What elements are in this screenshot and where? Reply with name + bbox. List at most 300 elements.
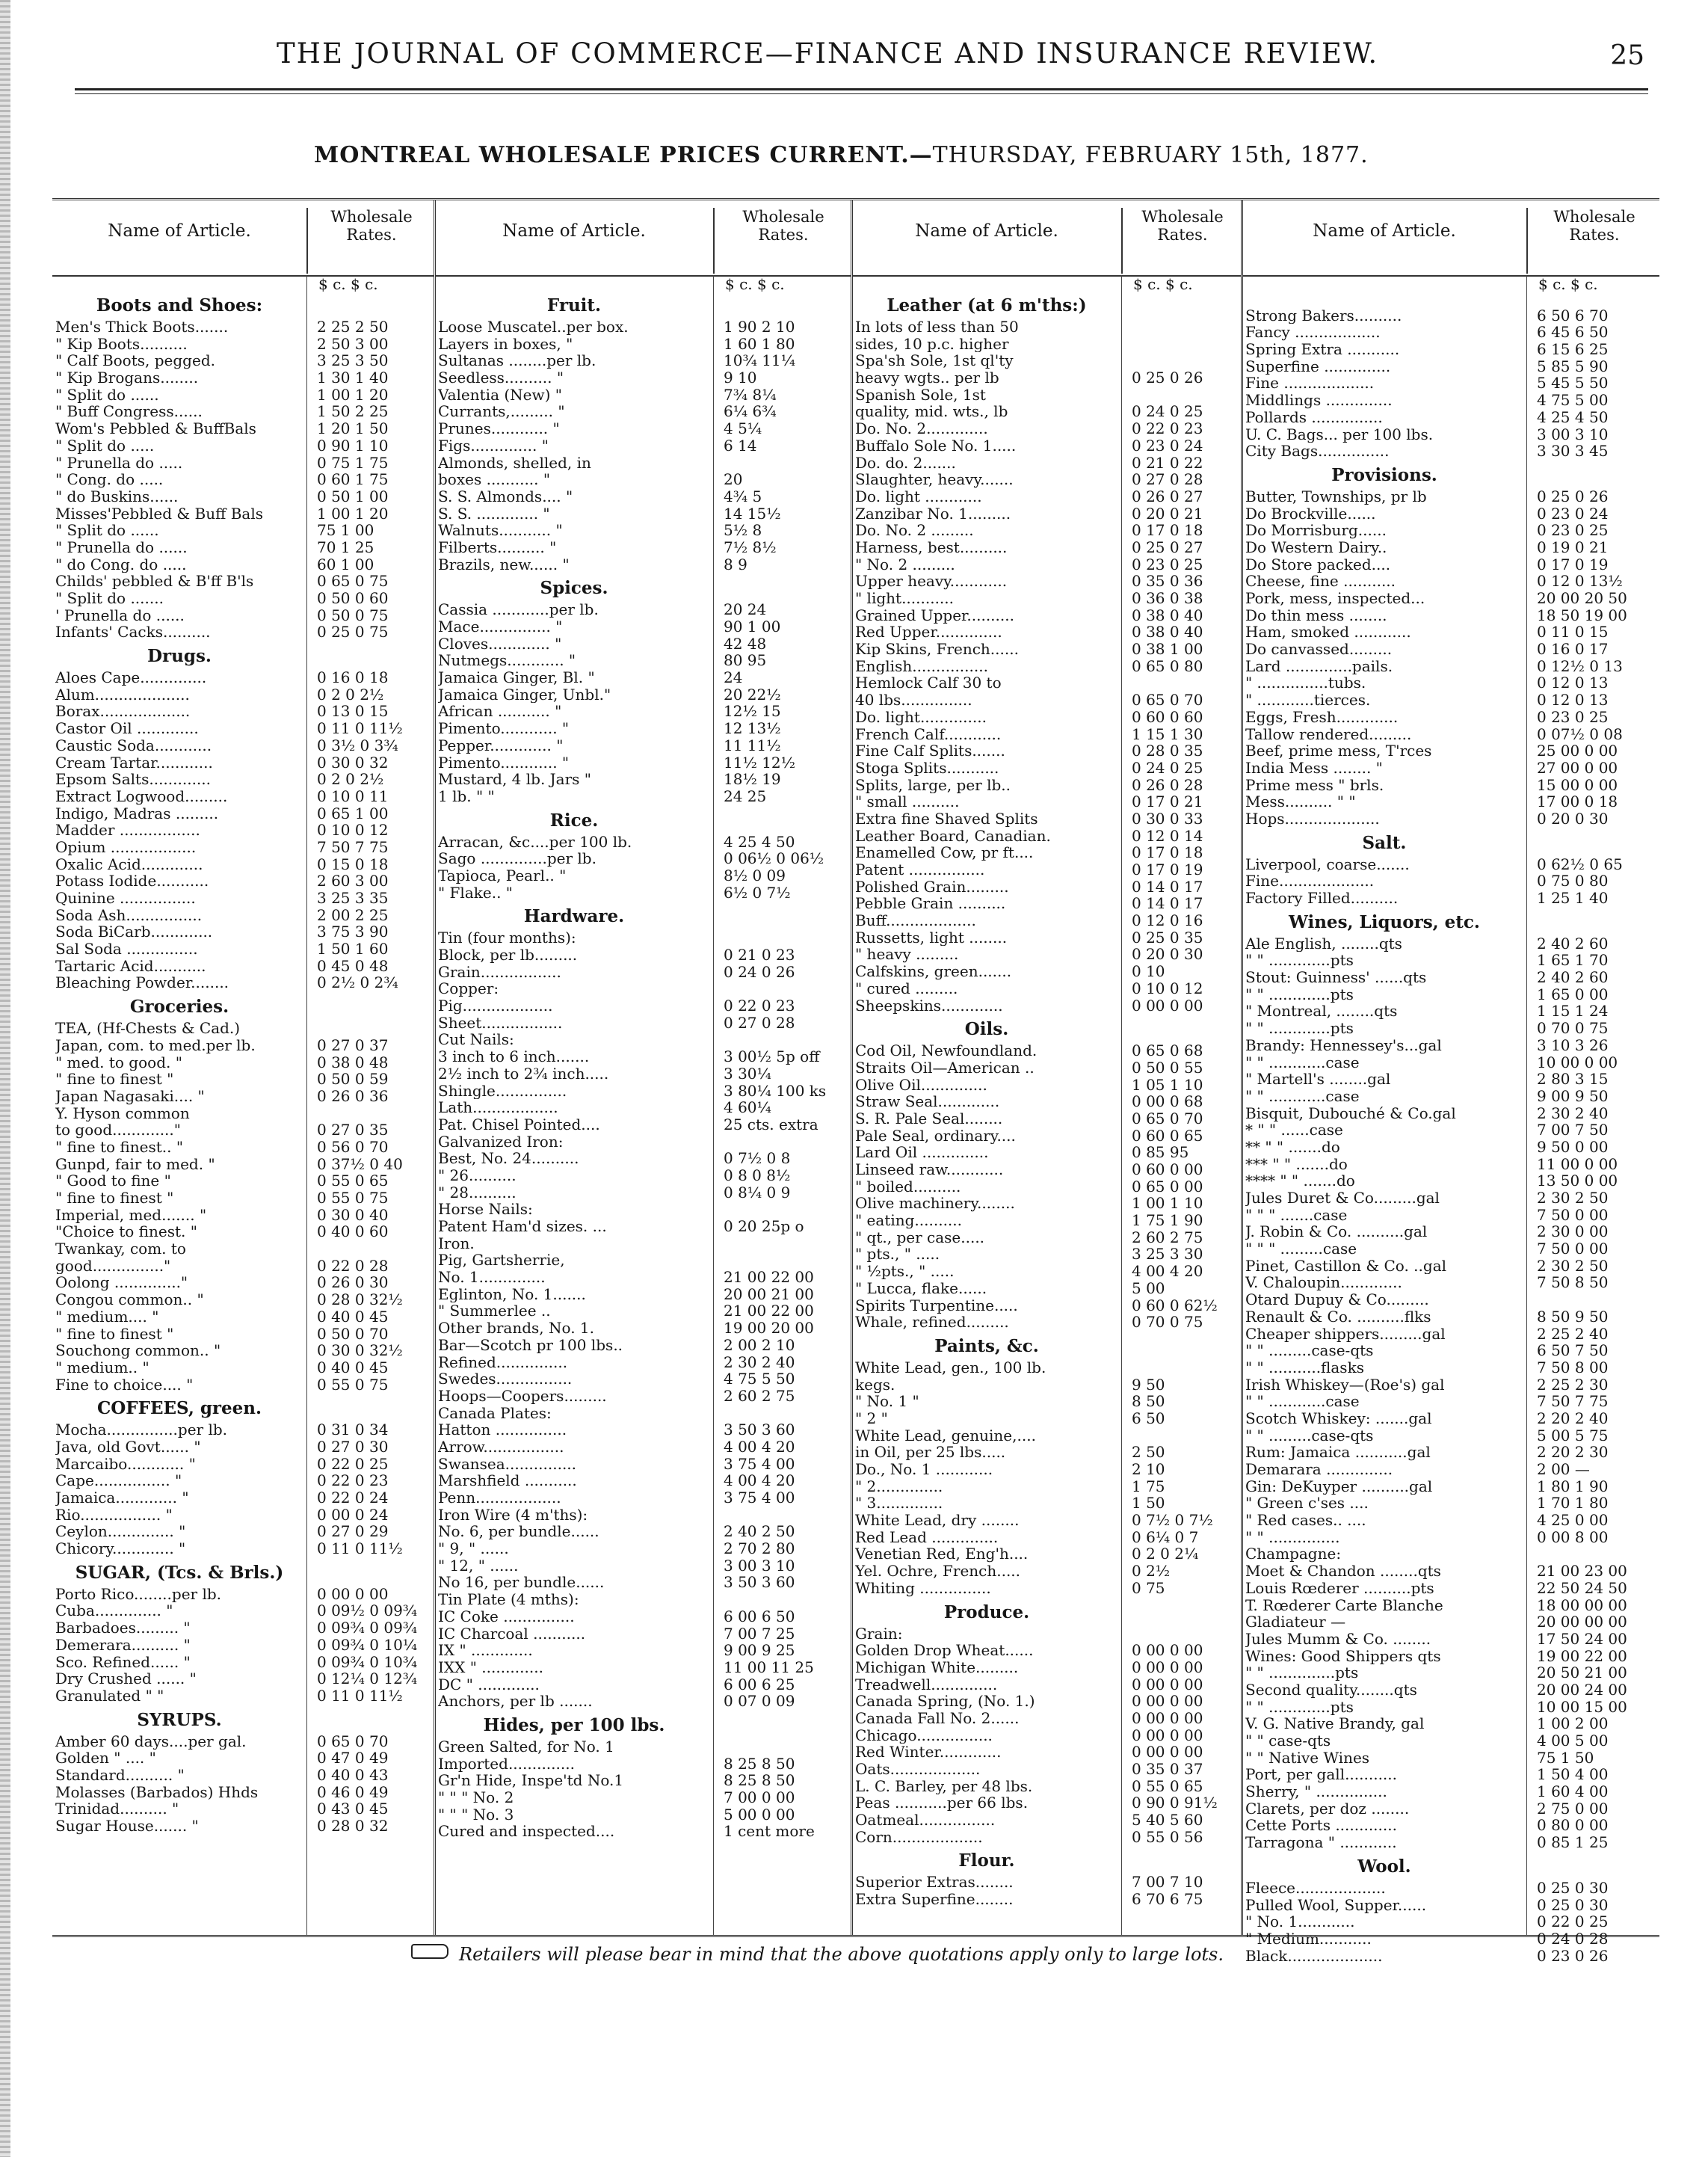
wholesale-rate: 3 00½ 5p off	[724, 1047, 820, 1066]
wholesale-rate: 0 30 0 32	[317, 753, 389, 772]
article-name: " fine to finest.. "	[55, 1138, 184, 1156]
wholesale-rate: 0 17 0 19	[1537, 555, 1609, 573]
wholesale-rate: 4 25 0 00	[1537, 1511, 1609, 1530]
article-name: " " ............case	[1245, 1053, 1360, 1071]
price-row	[435, 720, 851, 737]
wholesale-rate: 2 40 2 60	[1537, 968, 1609, 987]
price-row	[435, 319, 851, 336]
wholesale-rate: 0 24 0 26	[724, 962, 795, 981]
price-row	[852, 607, 1241, 624]
price-row	[852, 793, 1241, 810]
wholesale-rate: 2 30 2 40	[1537, 1104, 1609, 1122]
price-row	[435, 437, 851, 455]
article-name: Fine to choice.... "	[55, 1376, 194, 1394]
article-name: Ham, smoked ............	[1245, 624, 1411, 641]
price-row	[52, 754, 434, 772]
wholesale-rate: 42 48	[724, 634, 767, 653]
article-name: Java, old Govt...... "	[55, 1438, 201, 1456]
article-name: " " case-qts	[1245, 1732, 1331, 1750]
article-name: " Summerlee ..	[438, 1302, 551, 1320]
wholesale-rate: 0 10 0 12	[1132, 979, 1203, 997]
price-row	[52, 805, 434, 822]
price-row	[1242, 856, 1659, 873]
price-row	[1242, 1648, 1659, 1665]
wholesale-rate: 3 50 3 60	[724, 1421, 795, 1439]
wholesale-rate: 18 50 19 00	[1537, 606, 1627, 624]
wholesale-rate: 6 14	[724, 436, 757, 455]
price-row	[52, 686, 434, 704]
price-row	[1242, 1258, 1659, 1275]
price-row	[435, 455, 851, 472]
wholesale-rate: 4 00 4 20	[724, 1471, 795, 1490]
price-row	[52, 352, 434, 369]
price-row	[435, 997, 851, 1015]
article-name: Cured and inspected....	[438, 1823, 615, 1841]
wholesale-rate: 6 00 6 50	[724, 1607, 795, 1625]
article-name: Pollards ...............	[1245, 408, 1383, 426]
wholesale-rate: 1 25 1 40	[1537, 889, 1609, 907]
wholesale-rate: 0 50 0 55	[1132, 1058, 1203, 1077]
article-name: " Medium...........	[1245, 1930, 1372, 1948]
article-name: Pig...................	[438, 997, 553, 1015]
price-row	[1242, 890, 1659, 907]
wholesale-rate: 25 cts. extra	[724, 1115, 818, 1133]
wholesale-rate: 8 25 8 50	[724, 1754, 795, 1773]
wholesale-rate: 0 20 0 21	[1132, 504, 1203, 523]
wholesale-rate: 0 17 0 21	[1132, 793, 1203, 811]
price-row	[1242, 952, 1659, 969]
article-name: Superior Extras........	[855, 1874, 1014, 1892]
wholesale-rate: 8 25 8 50	[724, 1771, 795, 1790]
wholesale-rate: 0 65 0 80	[1132, 656, 1203, 675]
price-row	[52, 1818, 434, 1835]
wholesale-rate: 10 00 15 00	[1537, 1697, 1627, 1716]
wholesale-rate: 9 00 9 25	[724, 1641, 795, 1660]
price-row	[852, 1563, 1241, 1580]
price-row	[1242, 1834, 1659, 1851]
article-name: IC Charcoal ...........	[438, 1625, 586, 1643]
price-row	[435, 369, 851, 387]
article-name: Do Store packed....	[1245, 556, 1391, 573]
price-row	[435, 1823, 851, 1840]
article-name: Oats...................	[855, 1761, 981, 1778]
wholesale-rate: 0 24 0 28	[1537, 1929, 1609, 1948]
wholesale-rate: 1 50 4 00	[1537, 1765, 1609, 1784]
wholesale-rate: 0 38 0 48	[317, 1053, 389, 1071]
article-name: Dry Crushed ...... "	[55, 1670, 197, 1687]
article-name: Currants,......... "	[438, 403, 565, 421]
price-row	[852, 336, 1241, 353]
price-list-heading: MONTREAL WHOLESALE PRICES CURRENT.—	[314, 142, 933, 168]
article-name: V. Chaloupin.............	[1245, 1274, 1402, 1292]
article-name: Do. do. 2.......	[855, 454, 956, 472]
wholesale-rate: 3 80¼ 100 ks	[724, 1081, 827, 1100]
wholesale-rate: 0 24 0 25	[1132, 758, 1203, 777]
wholesale-rate: 2 40 2 60	[1537, 934, 1609, 953]
article-name: Marcaibo............ "	[55, 1455, 196, 1473]
price-row	[435, 1320, 851, 1337]
price-row	[852, 1161, 1241, 1178]
article-name: " heavy .........	[855, 946, 959, 964]
article-name: Indigo, Madras .........	[55, 804, 219, 822]
article-name: " ............tierces.	[1245, 692, 1371, 709]
article-name: Red Upper..............	[855, 624, 1002, 641]
price-row	[1242, 986, 1659, 1003]
price-row	[435, 652, 851, 669]
wholesale-rate: 1 75 1 90	[1132, 1211, 1203, 1230]
wholesale-rate: 0 37½ 0 40	[317, 1154, 403, 1173]
price-row	[852, 1314, 1241, 1331]
article-name: Tallow rendered.........	[1245, 725, 1412, 743]
section-heading: Salt.	[1362, 832, 1407, 853]
article-name: Tapioca, Pearl.. "	[438, 867, 567, 884]
wholesale-rate: 0 50 0 75	[317, 606, 389, 624]
price-row	[52, 958, 434, 975]
article-name: Wines: Good Shippers qts	[1245, 1647, 1441, 1665]
price-row	[52, 607, 434, 624]
price-row	[435, 980, 851, 997]
price-row	[435, 1252, 851, 1269]
wholesale-rate: 0 65 0 70	[317, 1732, 389, 1750]
article-name: White Lead, dry ........	[855, 1512, 1020, 1529]
article-name: Prunes............ "	[438, 420, 560, 437]
column-header	[52, 200, 434, 277]
wholesale-rate: 0 00 0 00	[1132, 1743, 1203, 1761]
price-row	[435, 834, 851, 851]
wholesale-rate: 2 30 2 40	[724, 1353, 795, 1371]
article-name: Do Morrisburg......	[1245, 522, 1387, 539]
article-name: " No. 1............	[1245, 1913, 1355, 1930]
article-name: Whale, refined.........	[855, 1314, 1009, 1331]
name-of-article-header: Name of Article.	[915, 221, 1058, 241]
article-name: Valentia (New) "	[438, 386, 562, 404]
price-row	[52, 822, 434, 839]
wholesale-rate: 0 40 0 43	[317, 1765, 389, 1784]
wholesale-rate: 1 05 1 10	[1132, 1075, 1203, 1094]
column-header	[1242, 200, 1659, 277]
price-row	[852, 709, 1241, 726]
wholesale-rates-header: Wholesale Rates.	[713, 208, 852, 274]
section-heading: Produce.	[943, 1601, 1030, 1622]
article-name: Red Winter.............	[855, 1744, 1002, 1761]
price-row	[852, 1874, 1241, 1891]
price-row	[1242, 505, 1659, 523]
price-row	[1242, 1529, 1659, 1546]
article-name: Ceylon.............. "	[55, 1523, 186, 1541]
article-name: Layers in boxes, "	[438, 335, 573, 353]
article-name: **** " " .......do	[1245, 1172, 1355, 1190]
wholesale-rate: 7 50 8 00	[1537, 1358, 1609, 1376]
article-name: " " ..............pts	[1245, 1664, 1359, 1681]
wholesale-rate: 21 00 22 00	[724, 1302, 814, 1320]
article-name: Filberts.......... "	[438, 538, 557, 556]
article-name: Yel. Ochre, French.....	[855, 1563, 1021, 1580]
article-name: Hatton ...............	[438, 1421, 567, 1438]
article-name: Madder .................	[55, 822, 200, 839]
wholesale-rate: 0 16 0 18	[317, 668, 389, 687]
price-row	[52, 539, 434, 556]
price-row	[435, 1269, 851, 1286]
price-row	[852, 1444, 1241, 1461]
price-row	[1242, 935, 1659, 953]
wholesale-rate: 0 22 0 25	[317, 1454, 389, 1473]
article-name: Demarara ..............	[1245, 1461, 1393, 1478]
price-row	[1242, 969, 1659, 986]
article-name: Fine Calf Splits.......	[855, 742, 1005, 760]
article-name: " Prunella do .....	[55, 454, 183, 472]
article-name: Polished Grain.........	[855, 878, 1009, 896]
article-name: Spa'sh Sole, 1st ql'ty	[855, 352, 1014, 370]
wholesale-rate: 0 43 0 45	[317, 1800, 389, 1818]
article-name: Sal Soda ...............	[55, 941, 198, 958]
price-row	[52, 455, 434, 472]
article-name: " Kip Boots..........	[55, 335, 188, 353]
price-row	[1242, 1750, 1659, 1767]
pointing-hand-icon	[411, 1944, 448, 1959]
wholesale-rate: 0 00 0 00	[1132, 1658, 1203, 1676]
article-name: Brazils, new...... "	[438, 556, 570, 573]
wholesale-rate: 0 75 1 75	[317, 453, 389, 472]
price-row	[1242, 760, 1659, 777]
price-row	[435, 1015, 851, 1032]
article-name: Sago ..............per lb.	[438, 850, 596, 867]
price-row	[852, 1127, 1241, 1145]
article-name: Port, per gall...........	[1245, 1766, 1398, 1784]
price-row	[852, 1359, 1241, 1376]
wholesale-rate: 0 26 0 27	[1132, 487, 1203, 505]
article-name: Tin Plate (4 mths):	[438, 1591, 579, 1608]
article-name: Do. No. 2 .........	[855, 522, 974, 539]
price-row	[1242, 1783, 1659, 1800]
price-row	[852, 1778, 1241, 1795]
price-row	[1242, 1597, 1659, 1614]
wholesale-rate: 3 00 3 10	[724, 1556, 795, 1575]
price-row	[852, 1093, 1241, 1110]
price-column-1	[52, 200, 436, 1935]
price-column-2	[435, 200, 853, 1935]
wholesale-rate: 0 27 0 28	[1132, 470, 1203, 489]
wholesale-rate: 0 11 0 15	[1537, 623, 1609, 641]
article-name: Infants' Cacks..........	[55, 624, 211, 641]
price-row	[52, 1223, 434, 1240]
price-row	[852, 1195, 1241, 1212]
article-name: Irish Whiskey—(Roe's) gal	[1245, 1376, 1445, 1394]
wholesale-rate: 2 00 2 10	[724, 1335, 795, 1354]
wholesale-rate: 0 00 0 00	[1132, 1692, 1203, 1711]
price-row	[1242, 1190, 1659, 1207]
article-name: Superfine ..............	[1245, 357, 1391, 375]
wholesale-rate: 3 10 3 26	[1537, 1036, 1609, 1054]
price-row	[1242, 1800, 1659, 1818]
wholesale-rate: 8½ 0 09	[724, 866, 786, 884]
wholesale-rate: 0 13 0 15	[317, 702, 389, 721]
wholesale-rate: 0 25 0 35	[1132, 928, 1203, 947]
price-row	[852, 1077, 1241, 1094]
article-name: Grained Upper..........	[855, 606, 1014, 624]
article-name: sides, 10 p.c. higher	[855, 335, 1009, 353]
price-row	[435, 867, 851, 884]
price-row	[435, 1456, 851, 1473]
price-row	[435, 1167, 851, 1184]
wholesale-rate: 0 50 0 59	[317, 1070, 389, 1089]
wholesale-rate: 1 70 1 80	[1537, 1494, 1609, 1513]
price-row	[1242, 307, 1659, 324]
wholesale-rate: 1 65 1 70	[1537, 951, 1609, 970]
wholesale-rate: 7 00 7 25	[724, 1624, 795, 1643]
price-row	[1242, 1308, 1659, 1326]
wholesale-rate: 20 00 20 50	[1537, 589, 1627, 607]
wholesale-rate: 2 00 2 25	[317, 905, 389, 924]
section-heading: Hardware.	[523, 906, 625, 927]
wholesale-rate: 1 50	[1132, 1494, 1165, 1513]
price-row	[1242, 573, 1659, 590]
wholesale-rate: 0 22 0 28	[317, 1256, 389, 1275]
article-name: Canada Spring, (No. 1.)	[855, 1693, 1035, 1710]
article-name: Pork, mess, inspected...	[1245, 590, 1425, 607]
price-row	[435, 1591, 851, 1608]
wholesale-rate: 0 2 0 2¼	[1132, 1545, 1199, 1563]
price-row	[852, 1178, 1241, 1196]
article-name: Kip Skins, French......	[855, 641, 1019, 658]
page-number: 25	[1610, 40, 1644, 71]
article-name: Do., No. 1 ............	[855, 1461, 993, 1478]
price-row	[1242, 1003, 1659, 1020]
article-name: 1 lb. " "	[438, 787, 495, 805]
wholesale-rate: 21 00 22 00	[724, 1268, 814, 1287]
article-name: Marshfield ...........	[438, 1472, 577, 1490]
article-name: " Green c'ses ....	[1245, 1495, 1369, 1513]
wholesale-rate: 2 25 2 30	[1537, 1375, 1609, 1394]
price-row	[52, 1800, 434, 1818]
price-row	[52, 1054, 434, 1071]
price-row	[435, 1608, 851, 1625]
wholesale-rate: 5 00 5 75	[1537, 1426, 1609, 1444]
price-row	[52, 403, 434, 420]
wholesale-rate: 7 50 7 75	[317, 837, 389, 856]
article-name: " " " No. 2	[438, 1789, 514, 1806]
article-name: Arracan, &c....per 100 lb.	[438, 833, 632, 851]
wholesale-rate: 2 60 2 75	[724, 1386, 795, 1405]
article-name: " " " No. 3	[438, 1806, 514, 1824]
article-name: Iron Wire (4 m'ths):	[438, 1506, 588, 1524]
price-row	[52, 788, 434, 805]
price-row	[435, 1438, 851, 1456]
article-name: Soda Ash................	[55, 906, 203, 924]
price-row	[52, 873, 434, 890]
price-row	[52, 839, 434, 856]
dollar-cent-header: $ c. $ c.	[1133, 275, 1193, 293]
wholesale-rate: 1 15 1 30	[1132, 724, 1203, 743]
article-name: " eating..........	[855, 1212, 963, 1229]
price-row	[435, 1286, 851, 1303]
wholesale-rate: 4¾ 5	[724, 487, 762, 505]
price-row	[852, 1376, 1241, 1394]
article-name: IX " .............	[438, 1642, 533, 1659]
article-name: " cured .........	[855, 979, 958, 997]
price-row	[852, 1580, 1241, 1597]
article-name: Extract Logwood.........	[55, 787, 228, 805]
price-row	[852, 1212, 1241, 1229]
article-name: Patent ................	[855, 861, 985, 879]
price-row	[52, 387, 434, 404]
price-row	[1242, 1291, 1659, 1308]
wholesale-rate: 0 23 0 25	[1537, 521, 1609, 540]
price-row	[435, 1116, 851, 1133]
price-row	[52, 1750, 434, 1767]
article-name: Grain.................	[438, 963, 561, 981]
price-row	[435, 1772, 851, 1789]
price-row	[1242, 1427, 1659, 1444]
scanned-page-edge	[0, 0, 10, 2157]
article-name: " 9, " ......	[438, 1540, 509, 1557]
wholesale-rate: 0 12 0 13½	[1537, 572, 1623, 591]
wholesale-rate: 0 6¼ 0 7	[1132, 1527, 1199, 1546]
article-name: " ½pts., " .....	[855, 1263, 955, 1280]
wholesale-rate: 0 14 0 17	[1132, 894, 1203, 913]
price-row	[435, 1031, 851, 1048]
price-row	[435, 703, 851, 720]
article-name: Red Lead ..............	[855, 1528, 999, 1546]
article-name: Bisquit, Dubouché & Co.gal	[1245, 1104, 1456, 1122]
article-name: Misses'Pebbled & Buff Bals	[55, 505, 263, 523]
article-name: Copper:	[438, 980, 499, 998]
article-name: Spanish Sole, 1st	[855, 386, 986, 404]
price-row	[52, 505, 434, 523]
article-name: Oatmeal................	[855, 1812, 996, 1829]
article-name: White Lead, gen., 100 lb.	[855, 1358, 1046, 1376]
article-name: " Montreal, ........qts	[1245, 1003, 1398, 1021]
price-row	[1242, 1223, 1659, 1240]
wholesale-rate: 0 50 1 00	[317, 487, 389, 505]
wholesale-rate: 7 50 0 00	[1537, 1240, 1609, 1258]
article-name: Upper heavy............	[855, 573, 1008, 591]
article-name: Mustard, 4 lb. Jars "	[438, 771, 591, 788]
price-row	[1242, 1913, 1659, 1930]
wholesale-rate: 25 00 0 00	[1537, 742, 1618, 760]
article-name: Cassia ............per lb.	[438, 601, 599, 619]
wholesale-rate: 0 16 0 17	[1537, 640, 1609, 659]
wholesale-rate: 0 7½ 0 8	[724, 1149, 791, 1168]
price-row	[852, 1710, 1241, 1727]
article-name: heavy wgts.. per lb	[855, 369, 999, 387]
article-name: Twankay, com. to	[55, 1240, 186, 1258]
price-row	[852, 861, 1241, 879]
article-name: Quinine ................	[55, 890, 196, 907]
article-name: Spring Extra ...........	[1245, 341, 1400, 358]
article-name: Do. light..............	[855, 708, 987, 726]
wholesale-rate: 0 25 0 27	[1132, 538, 1203, 556]
wholesale-rate: 7 00 0 00	[724, 1788, 795, 1806]
wholesale-rate: 0 70 0 75	[1132, 1313, 1203, 1332]
article-name: " medium.. "	[55, 1358, 149, 1376]
wholesale-rate: 0 12½ 0 13	[1537, 656, 1623, 675]
wholesale-rate: 0 10 0 12	[317, 821, 389, 840]
wholesale-rate: 0 09½ 0 09¾	[317, 1601, 418, 1620]
article-name: Straits Oil—American ..	[855, 1059, 1035, 1077]
article-name: Japan, com. to med.per lb.	[55, 1036, 256, 1054]
wholesale-rate: 12 13½	[724, 719, 781, 738]
article-name: Grain:	[855, 1625, 903, 1643]
price-row	[435, 539, 851, 556]
article-name: Do. No. 2.............	[855, 420, 988, 437]
price-row	[1242, 1410, 1659, 1427]
price-row	[435, 1693, 851, 1710]
price-row	[852, 810, 1241, 828]
wholesale-rate: 0 07 0 09	[724, 1692, 795, 1711]
price-list-date: THURSDAY, FEBRUARY 15th, 1877.	[932, 142, 1369, 168]
price-row	[435, 947, 851, 964]
article-name: Sheet.................	[438, 1014, 563, 1032]
